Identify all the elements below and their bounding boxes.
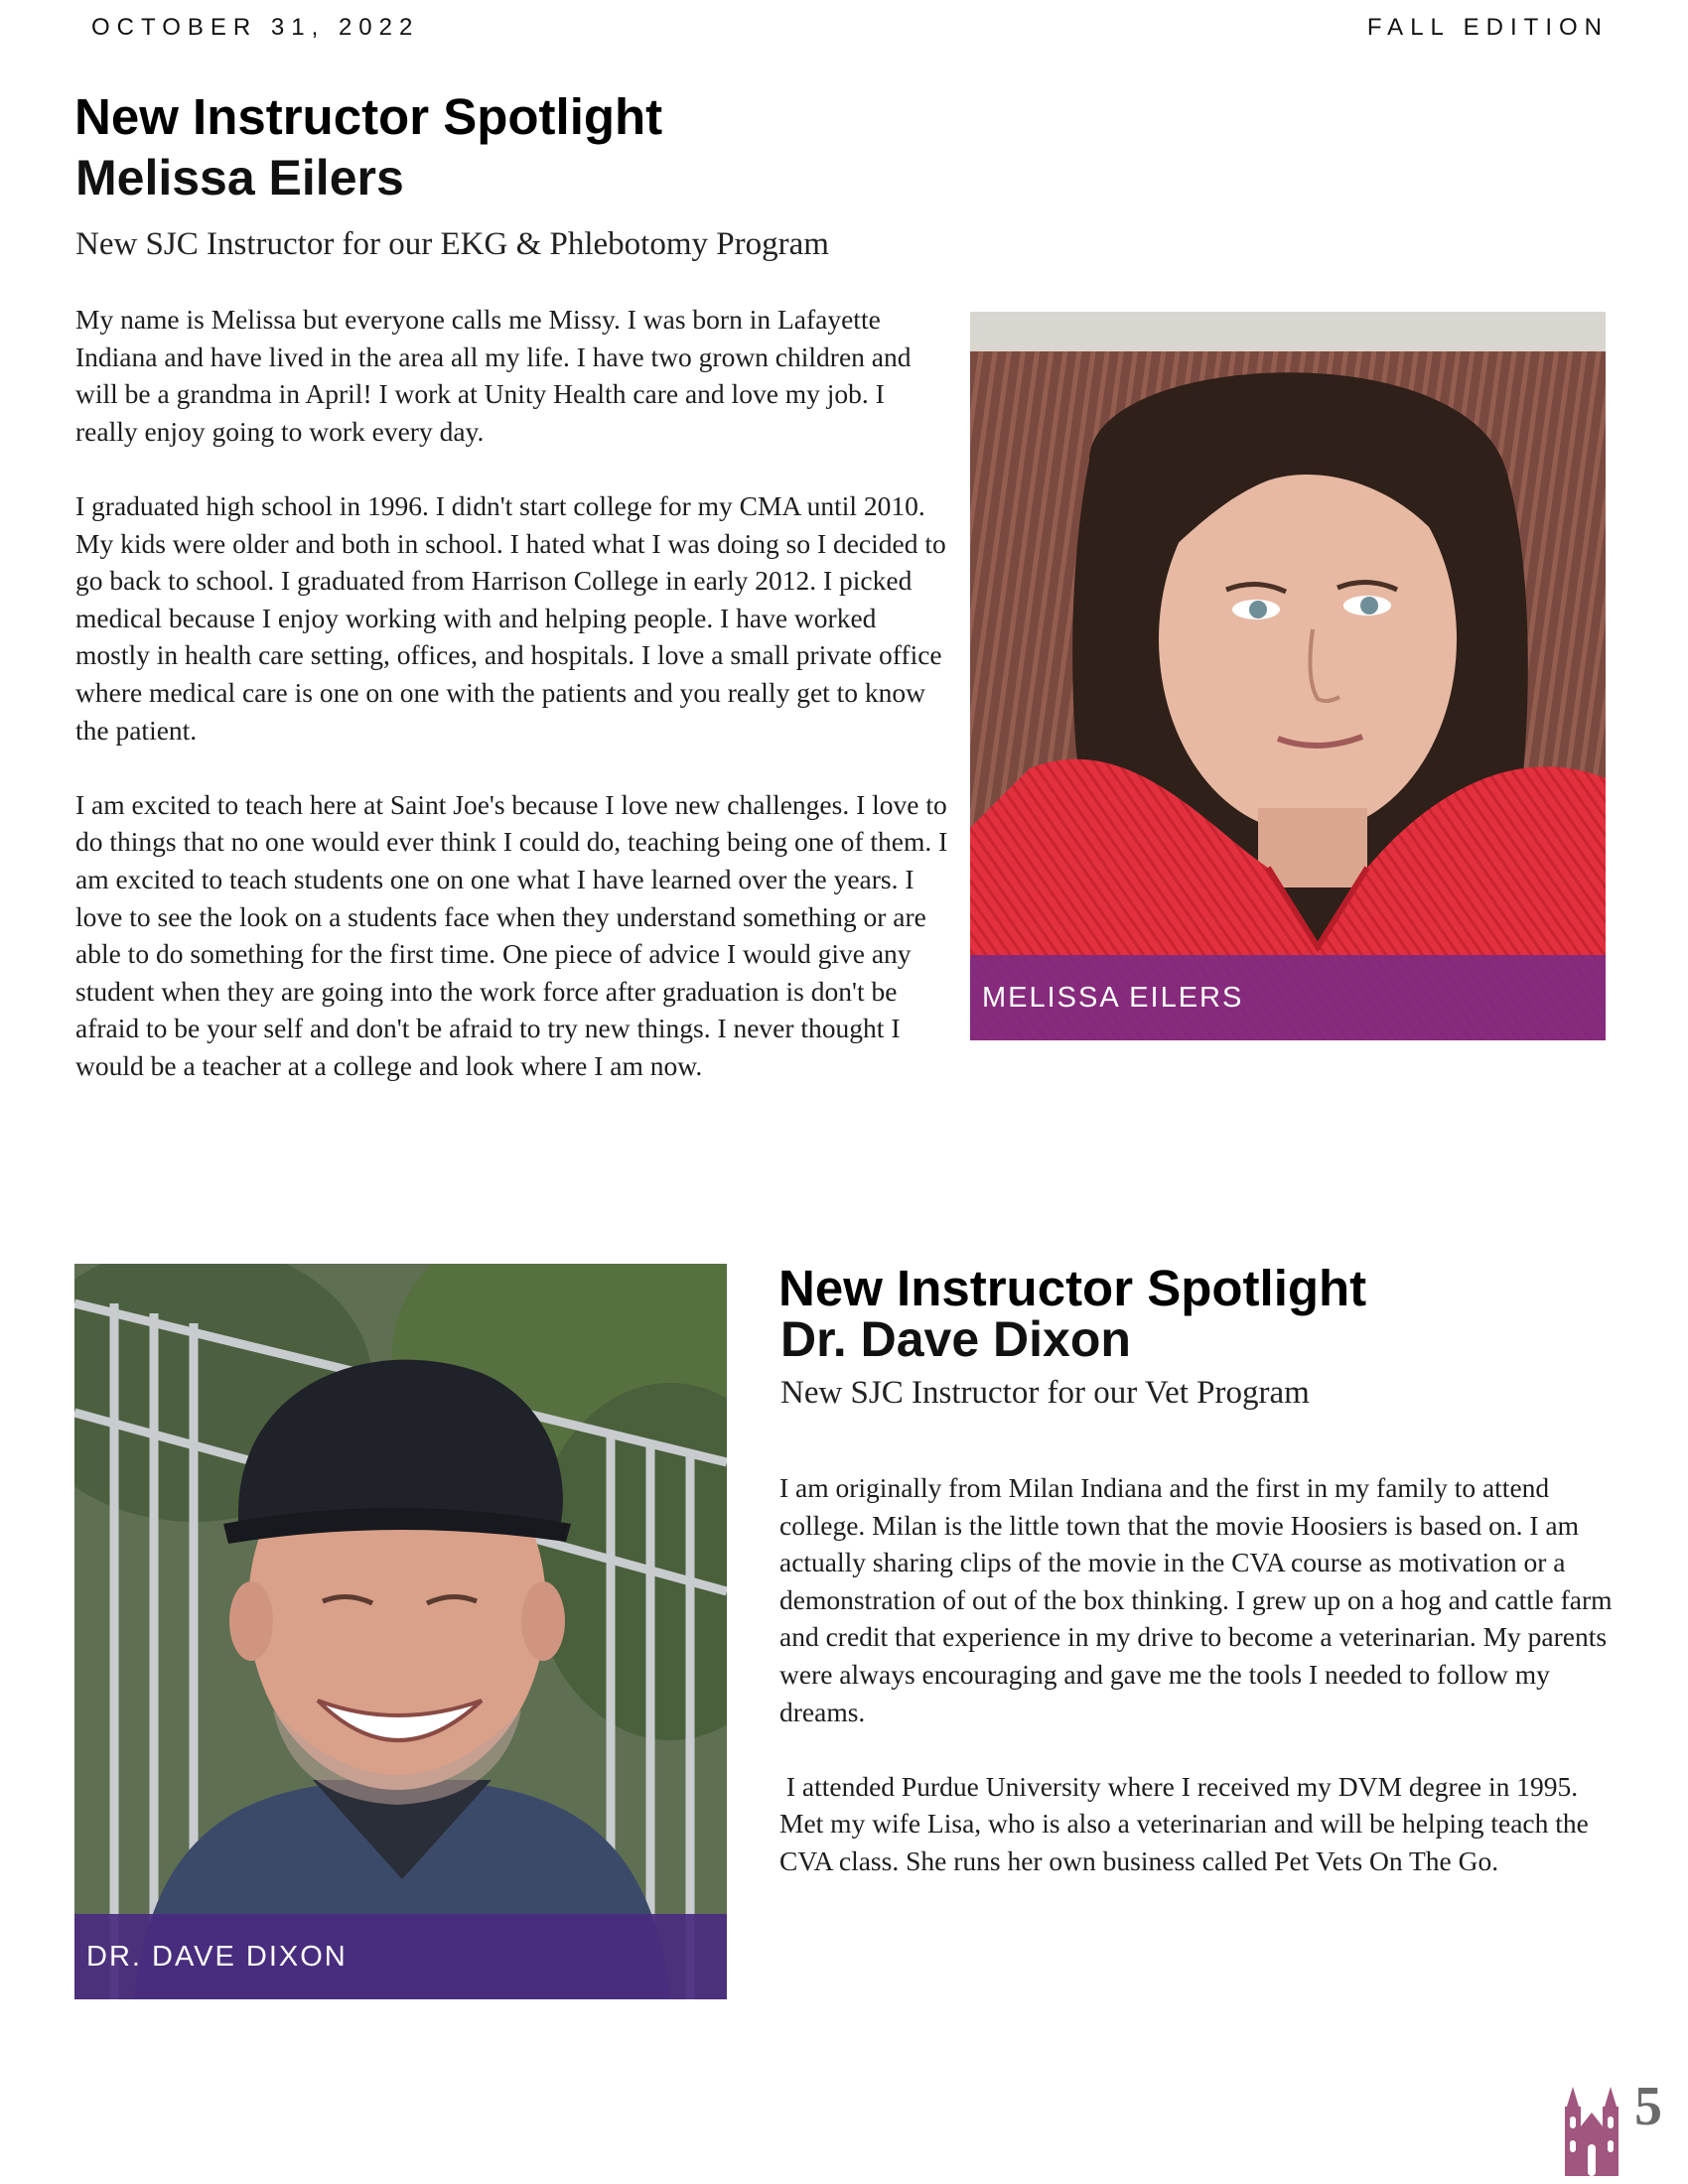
instructor-name: Melissa Eilers [75,150,404,205]
instructor-photo [970,312,1606,1040]
instructor-subtitle: New SJC Instructor for our EKG & Phlebotomy Program [75,226,829,262]
portrait-image [970,312,1606,1040]
portrait-image [74,1264,727,1999]
church-towers-icon [1559,2083,1630,2178]
edition-label: FALL EDITION [1366,14,1609,41]
page-number: 5 [1634,2076,1662,2137]
body-paragraph: I am originally from Milan Indiana and the first in my family to attend college. Milan is the little town that the movie Hoosiers is based on. I am actually sharing clips of the movie in the CVA course as motivation or a demonstration of out of the box thinking. I grew up on a hog and cattle farm and credit that experience in my drive to become a veterinarian. My parents were always encouraging and gave me the tools I needed to follow my dreams. [779,1472,1613,1727]
instructor-photo [74,1264,727,1999]
body-paragraph: I graduated high school in 1996. I didn't start college for my CMA until 2010. My kids were older and both in school. I hated what I was doing so I decided to go back to school. I graduated from Harrison College in early 2012. I picked medical because I enjoy working with and helping people. I have worked mostly in health care setting, offices, and hospitals. I love a small private office where medical care is one on one with the patients and you really get to know the patient. [75,489,946,746]
spotlight-body [779,1469,1614,1880]
spotlight-title: New Instructor Spotlight [778,1260,1367,1316]
body-paragraph: I attended Purdue University where I received my DVM degree in 1995. Met my wife Lisa, who is also a veterinarian and will be helping teach the CVA class. She runs her own business called Pet Vets On The Go. [779,1770,1596,1876]
instructor-subtitle: New SJC Instructor for our Vet Program [780,1375,1310,1411]
photo-caption: DR. DAVE DIXON [74,1914,727,1999]
body-paragraph: I am excited to teach here at Saint Joe's because I love new challenges. I love to do things that no one would ever think I could do, teaching being one of them. I am excited to teach students one on one what I have learned over the years. I love to see the look on a students face when they understand something or are able to do something for the first time. One piece of advice I would give any student when they are going into the work force after graduation is don't be afraid to be your self and don't be afraid to try new things. I never thought I would be a teacher at a college and look where I am now. [75,788,948,1081]
photo-caption: MELISSA EILERS [970,955,1606,1040]
body-paragraph: My name is Melissa but everyone calls me Missy. I was born in Lafayette Indiana and have lived in the area all my life. I have two grown children and will be a grandma in April! I work at Unity Health care and love my job. I really enjoy going to work every day. [75,304,912,447]
spotlight-body [75,301,949,1084]
instructor-name: Dr. Dave Dixon [780,1311,1131,1367]
issue-date: OCTOBER 31, 2022 [91,14,420,41]
spotlight-title: New Instructor Spotlight [74,88,663,145]
